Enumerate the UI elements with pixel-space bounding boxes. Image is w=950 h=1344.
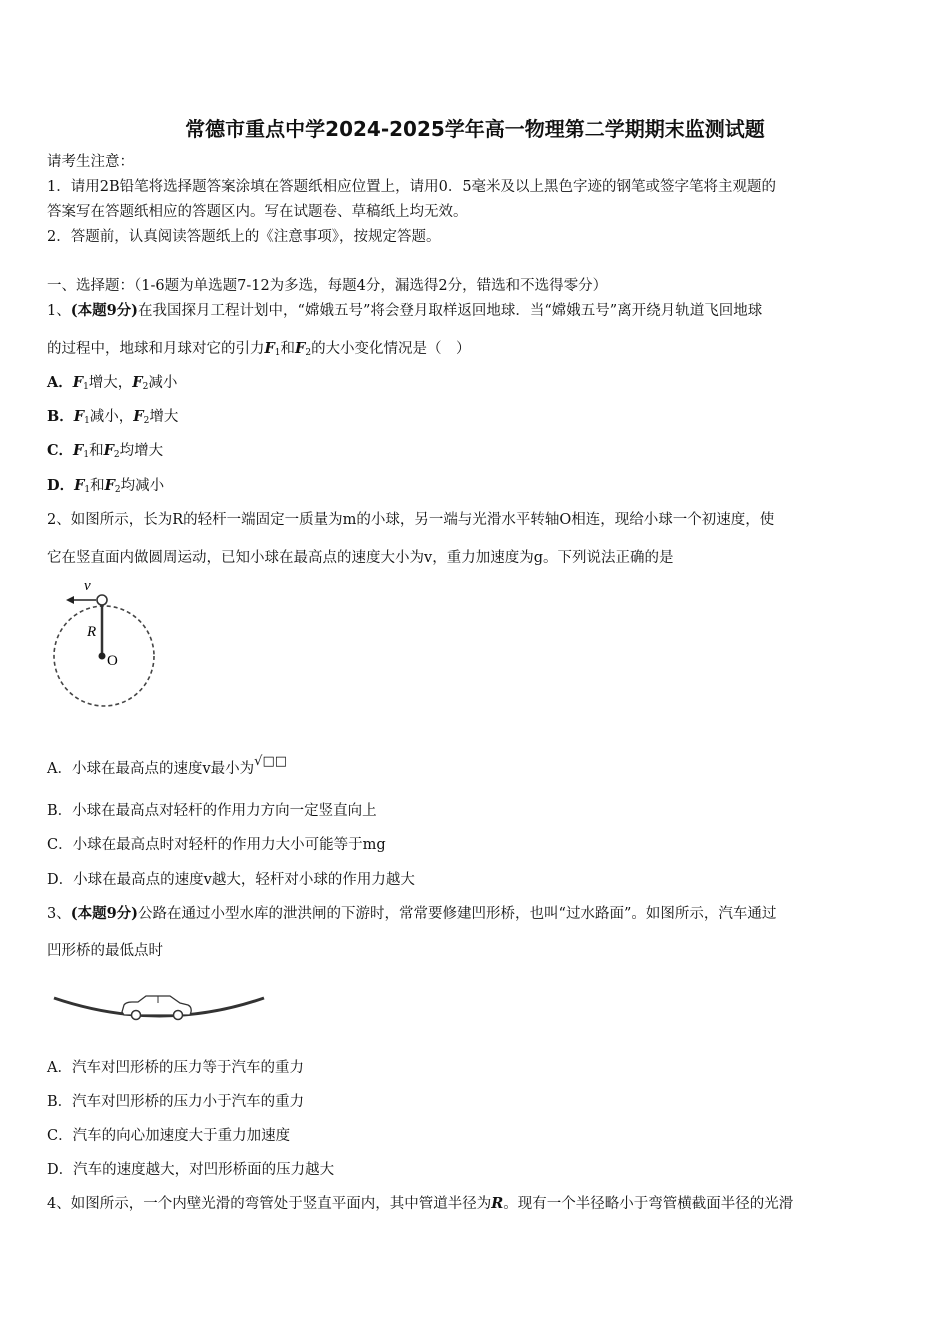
- q2-option-b[interactable]: B．小球在最高点对轻杆的作用力方向一定竖直向上: [47, 803, 377, 819]
- page-title: 常德市重点中学2024-2025学年高一物理第二学期期末监测试题: [185, 117, 765, 141]
- notice-heading: 请考生注意：: [47, 154, 134, 170]
- q1-text-1: 在我国探月工程计划中，“嫦娥五号”将会登月取样返回地球．当“嫦娥五号”离开绕月轨道飞回地球: [138, 303, 763, 319]
- q2-line-1: 2、如图所示，长为R的轻杆一端固定一质量为m的小球，另一端与光滑水平转轴O相连，现给小球一个初速度，使: [47, 512, 775, 528]
- q2-option-d[interactable]: D．小球在最高点的速度v越大，轻杆对小球的作用力越大: [47, 872, 415, 888]
- q1-option-b[interactable]: B．$F_1$减小，$F_2$增大: [47, 408, 179, 426]
- ball: [97, 595, 107, 605]
- velocity-arrowhead: [66, 596, 74, 604]
- q2-option-a[interactable]: A．小球在最高点的速度v最小为√□□: [47, 754, 288, 777]
- concave-bridge-figure: [50, 988, 270, 1030]
- q3-option-a[interactable]: A．汽车对凹形桥的压力等于汽车的重力: [47, 1060, 304, 1076]
- pivot-point: [99, 653, 106, 660]
- q1-option-a[interactable]: A．$F_1$增大，$F_2$减小: [47, 374, 178, 392]
- label-O: O: [107, 653, 118, 669]
- q1-text-2a: 的过程中，地球和月球对它的引力: [47, 341, 265, 357]
- q1-option-d[interactable]: D．$F_1$和$F_2$均减小: [47, 477, 165, 495]
- q1-option-c[interactable]: C．$F_1$和$F_2$均增大: [47, 442, 164, 460]
- label-R: R: [87, 624, 97, 640]
- q1-text-2b: 的大小变化情况是（ ）: [311, 341, 471, 357]
- notice-line-1: 1．请用2B铅笔将选择题答案涂填在答题纸相应位置上，请用0．5毫米及以上黑色字迹的钢笔或签字笔将主观题的: [47, 179, 777, 195]
- q1-line-2: 的过程中，地球和月球对它的引力$F_1$和$F_2$的大小变化情况是（ ）: [47, 340, 471, 358]
- q2-line-2: 它在竖直面内做圆周运动，已知小球在最高点的速度大小为v，重力加速度为g。下列说法正确的是: [47, 550, 674, 566]
- q3-option-b[interactable]: B．汽车对凹形桥的压力小于汽车的重力: [47, 1094, 305, 1110]
- notice-line-2: 答案写在答题纸相应的答题区内。写在试题卷、草稿纸上均无效。: [47, 204, 468, 220]
- q4-line-1: 4、如图所示，一个内壁光滑的弯管处于竖直平面内，其中管道半径为R。现有一个半径略小于弯管横截面半径的光滑: [47, 1195, 794, 1212]
- sqrt-expression: √□□: [254, 754, 288, 769]
- q3-option-d[interactable]: D．汽车的速度越大，对凹形桥面的压力越大: [47, 1162, 335, 1178]
- car-wheel-rear: [132, 1011, 141, 1020]
- notice-line-3: 2．答题前，认真阅读答题纸上的《注意事项》，按规定答题。: [47, 229, 441, 245]
- q1-number: 1、: [47, 303, 71, 319]
- q3-option-c[interactable]: C．汽车的向心加速度大于重力加速度: [47, 1128, 291, 1144]
- q1-line-1: [47, 301, 762, 321]
- circular-motion-figure: [50, 574, 160, 716]
- q3-line-1: 3、(本题9分)公路在通过小型水库的泄洪闸的下游时，常常要修建凹形桥，也叫“过水路面”。如图所示，汽车通过: [47, 905, 777, 922]
- section-1-heading: 一、选择题：（1-6题为单选题7-12为多选，每题4分，漏选得2分，错选和不选得零分）: [47, 278, 608, 294]
- car-wheel-front: [174, 1011, 183, 1020]
- q2-option-c[interactable]: C．小球在最高点时对轻杆的作用力大小可能等于mg: [47, 837, 386, 853]
- q1-score: (本题9分): [70, 302, 139, 319]
- q3-line-2: 凹形桥的最低点时: [47, 943, 163, 959]
- label-v: v: [84, 578, 91, 594]
